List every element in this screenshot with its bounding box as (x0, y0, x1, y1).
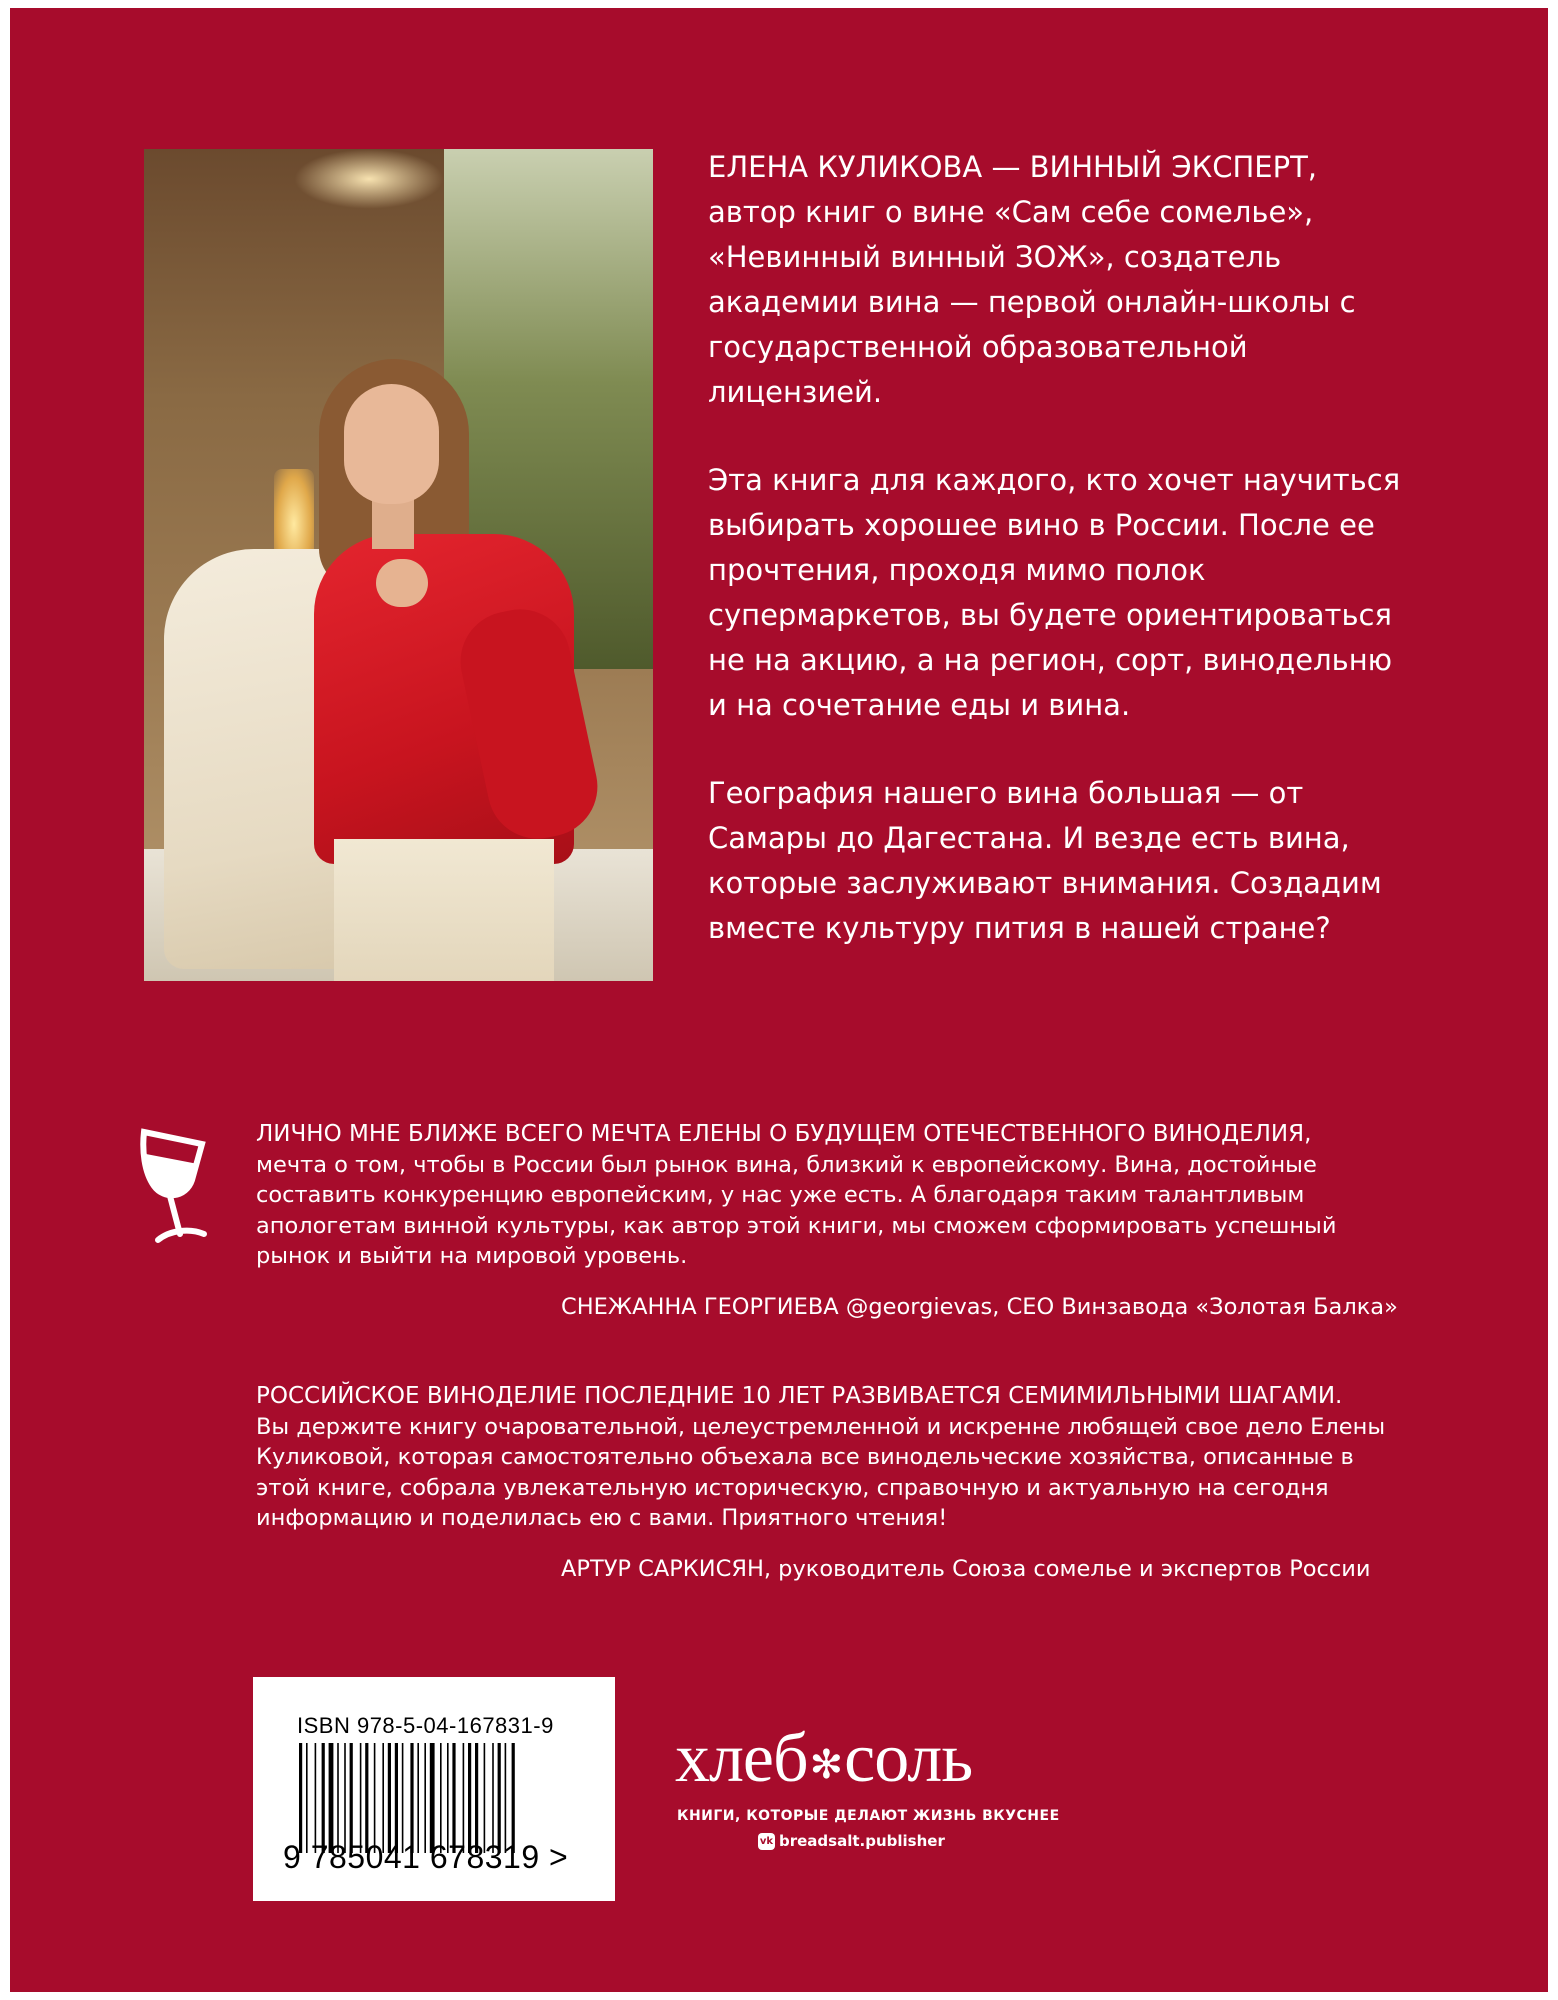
barcode-bar (468, 1743, 471, 1853)
logo-word-right: соль (844, 1720, 973, 1797)
publisher-social (758, 1832, 945, 1850)
barcode-bar (417, 1743, 419, 1853)
barcode-bar (410, 1743, 413, 1853)
flower-icon: ✻ (809, 1741, 843, 1787)
quote-1-body: мечта о том, чтобы в России был рынок вина, близкий к европейскому. Вина, достойные составить конкуренцию европейским, у нас уже есть. А благодаря таким талантливым апологетам винной культуры, как автор этой книги, мы сможем сформировать успешный рынок и выйти на мировой уровень. (256, 1151, 1337, 1269)
barcode-bar (402, 1743, 404, 1853)
barcode-bar (492, 1743, 494, 1853)
barcode-bar (424, 1743, 426, 1853)
author-photo (144, 149, 653, 981)
publisher-logo (675, 1720, 973, 1800)
barcode-bar (475, 1743, 478, 1853)
barcode-bar (484, 1743, 486, 1853)
quote-1 (256, 1119, 1406, 1272)
barcode-bar (360, 1743, 362, 1853)
barcode-bar (498, 1743, 501, 1853)
barcode-panel (253, 1677, 615, 1901)
barcode-bar (329, 1743, 334, 1853)
barcode-bar (505, 1743, 507, 1853)
barcode-bar (315, 1743, 317, 1853)
quote-2-heading: РОССИЙСКОЕ ВИНОДЕЛИЕ ПОСЛЕДНИЕ 10 ЛЕТ РАЗВИВАЕТСЯ СЕМИМИЛЬНЫМИ ШАГАМИ. (256, 1383, 1343, 1409)
wine-glass-icon (130, 1120, 220, 1250)
barcode-bar (440, 1743, 442, 1853)
barcode-bar (395, 1743, 398, 1853)
author-intro (708, 145, 1408, 994)
book-back-cover (10, 8, 1548, 1992)
barcode-bar (350, 1743, 353, 1853)
intro-paragraph-3: География нашего вина большая — от Самары до Дагестана. И везде есть вина, которые заслуживают внимания. Создадим вместе культуру пития в нашей стране? (708, 776, 1382, 945)
barcode-bar (388, 1743, 391, 1853)
quote-1-heading: ЛИЧНО МНЕ БЛИЖЕ ВСЕГО МЕЧТА ЕЛЕНЫ О БУДУЩЕМ ОТЕЧЕСТВЕННОГО ВИНОДЕЛИЯ, (256, 1121, 1312, 1147)
barcode-bar (447, 1743, 449, 1853)
barcode-bar (337, 1743, 339, 1853)
ean-digits: 9 785041 678319 > (283, 1839, 569, 1875)
quote-2 (256, 1381, 1406, 1534)
intro-paragraph-2: Эта книга для каждого, кто хочет научиться выбирать хорошее вино в России. После ее прочтения, проходя мимо полок супермаркетов, вы будете ориентироваться не на акцию, а на регион, сорт, винодельню и на сочетание еды и вина. (708, 463, 1401, 722)
quote-2-attribution: АРТУР САРКИСЯН, руководитель Союза сомелье и экспертов России (561, 1556, 1371, 1582)
barcode-bar (344, 1743, 346, 1853)
barcode-bar (382, 1743, 384, 1853)
isbn-label: ISBN 978-5-04-167831-9 (297, 1713, 554, 1738)
barcode-bars (299, 1743, 559, 1853)
barcode-bar (365, 1743, 368, 1853)
barcode-bar (299, 1743, 302, 1853)
vk-icon: vk (758, 1833, 775, 1850)
barcode-bar (322, 1743, 325, 1853)
barcode-bar (306, 1743, 308, 1853)
barcode-bar (374, 1743, 376, 1853)
barcode-bar (463, 1743, 465, 1853)
logo-word-left: хлеб (675, 1720, 808, 1797)
barcode-bar (452, 1743, 455, 1853)
publisher-tagline: КНИГИ, КОТОРЫЕ ДЕЛАЮТ ЖИЗНЬ ВКУСНЕЕ (677, 1808, 1060, 1824)
quote-1-attribution: СНЕЖАННА ГЕОРГИЕВА @georgievas, CEO Винзавода «Золотая Балка» (561, 1294, 1398, 1320)
barcode-bar (430, 1743, 435, 1853)
quote-2-body: Вы держите книгу очаровательной, целеустремленной и искренне любящей свое дело Елены Куликовой, которая самостоятельно объехала все винодельческие хозяйства, описанные в этой книге, собрала увлекательную историческую, справочную и актуальную на сегодня информацию и поделилась ею с вами. Приятного чтения! (256, 1413, 1386, 1531)
social-handle: breadsalt.publisher (779, 1832, 945, 1850)
intro-paragraph-1: ЕЛЕНА КУЛИКОВА — ВИННЫЙ ЭКСПЕРТ, автор книг о вине «Сам себе сомелье», «Невинный винный ЗОЖ», создатель академии вина — первой онлайн-школы с государственной образовательной лицензией. (708, 150, 1356, 409)
barcode-bar (512, 1743, 515, 1853)
